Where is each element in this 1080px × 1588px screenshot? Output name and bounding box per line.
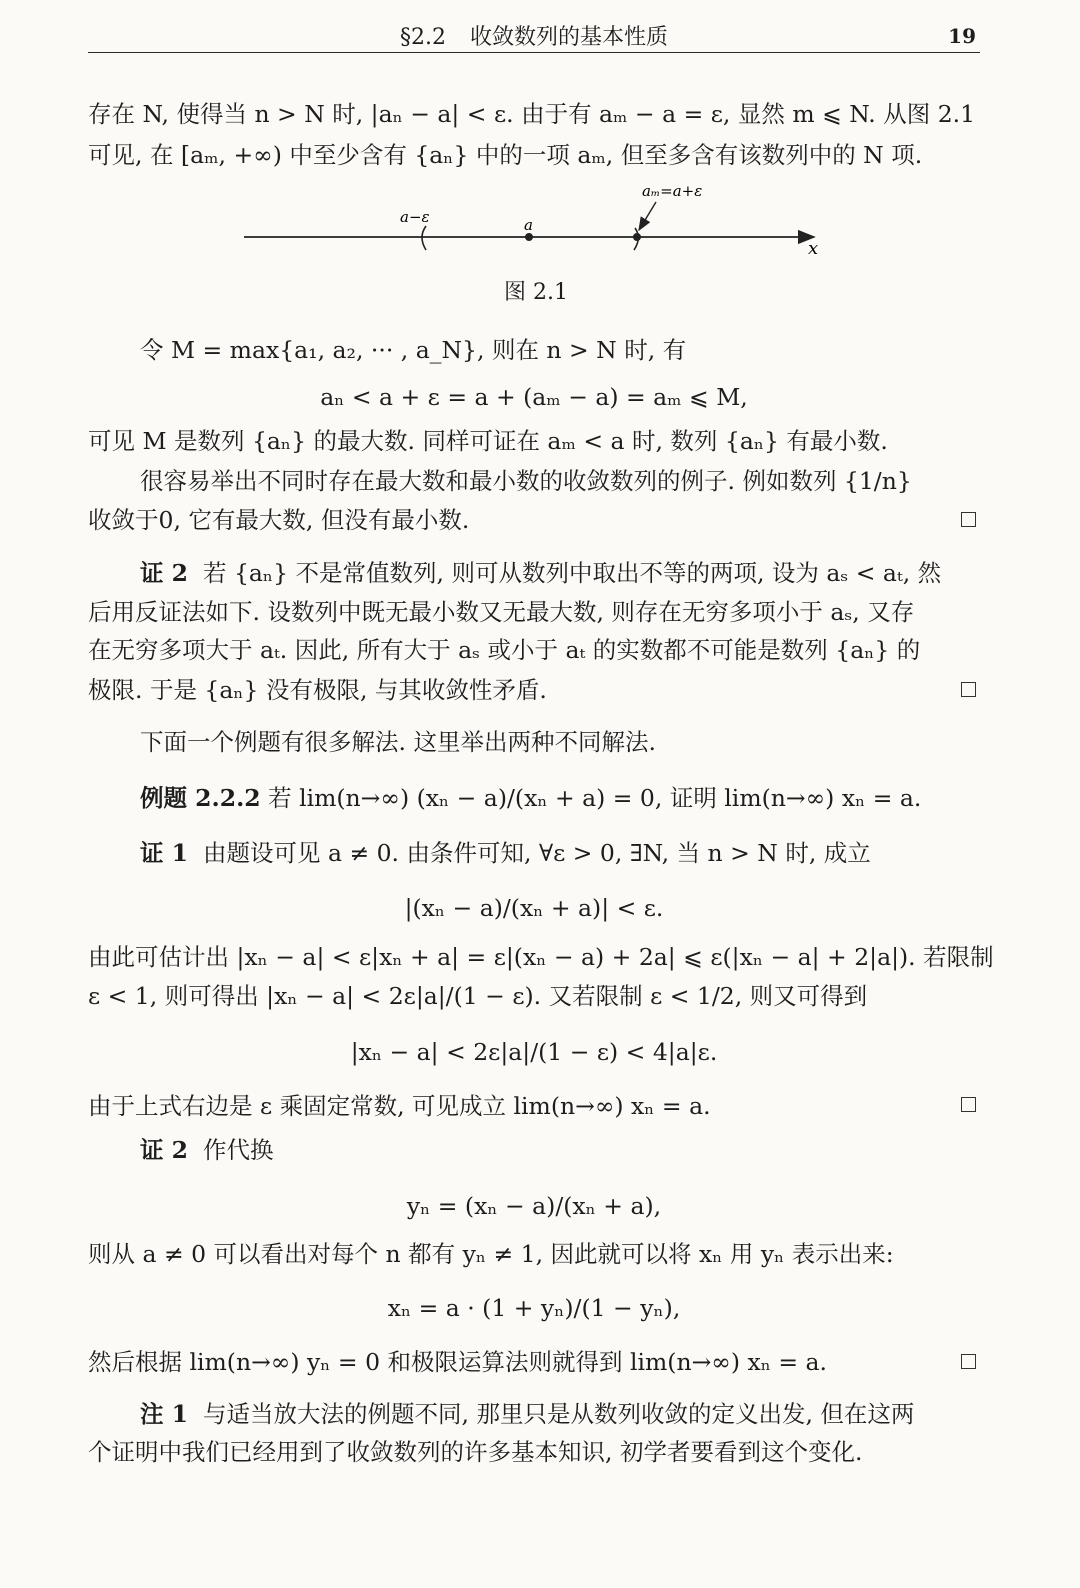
text-line: 个证明中我们已经用到了收敛数列的许多基本知识, 初学者要看到这个变化. bbox=[88, 1438, 863, 1466]
text-span: 由题设可见 a ≠ 0. 由条件可知, ∀ε > 0, ∃N, 当 n > N 时, 成立 bbox=[203, 839, 871, 867]
display-equation: yₙ = (xₙ − a)/(xₙ + a), bbox=[406, 1192, 662, 1220]
display-equation: |xₙ − a| < 2ε|a|/(1 − ε) < 4|a|ε. bbox=[350, 1038, 718, 1066]
text-line: 很容易举出不同时存在最大数和最小数的收敛数列的例子. 例如数列 {1/n} bbox=[140, 467, 912, 495]
text-line: ε < 1, 则可得出 |xₙ − a| < 2ε|a|/(1 − ε). 又若限制 ε < 1/2, 则又可得到 bbox=[88, 982, 868, 1010]
text-line: 收敛于0, 它有最大数, 但没有最小数. bbox=[88, 506, 470, 534]
text-line: 存在 N, 使得当 n > N 时, |aₙ − a| < ε. 由于有 aₘ − a = ε, 显然 m ⩽ N. 从图 2.1 bbox=[88, 100, 976, 128]
label-axis-x: x bbox=[808, 238, 819, 259]
example-label: 例题 2.2.2 bbox=[140, 784, 261, 812]
section-heading bbox=[400, 20, 668, 51]
text-line: 则从 a ≠ 0 可以看出对每个 n 都有 yₙ ≠ 1, 因此就可以将 xₙ 用 yₙ 表示出来: bbox=[88, 1240, 894, 1268]
text-line: 然后根据 lim(n→∞) yₙ = 0 和极限运算法则就得到 lim(n→∞) xₙ = a. bbox=[88, 1348, 828, 1376]
display-equation: aₙ < a + ε = a + (aₘ − a) = aₘ ⩽ M, bbox=[320, 383, 748, 411]
text-line: 下面一个例题有很多解法. 这里举出两种不同解法. bbox=[140, 728, 656, 756]
text-line: 在无穷多项大于 aₜ. 因此, 所有大于 aₛ 或小于 aₜ 的实数都不可能是数列 {aₙ} 的 bbox=[88, 636, 921, 664]
text-line bbox=[140, 837, 980, 869]
display-equation: |(xₙ − a)/(xₙ + a)| < ε. bbox=[404, 894, 664, 922]
proof-label: 证 2 bbox=[140, 1136, 189, 1164]
label-a-minus-eps: a−ε bbox=[400, 208, 430, 226]
display-equation: xₙ = a · (1 + yₙ)/(1 − yₙ), bbox=[387, 1294, 681, 1322]
text-line bbox=[140, 1134, 980, 1166]
text-line: 可见 M 是数列 {aₙ} 的最大数. 同样可证在 aₘ < a 时, 数列 {aₙ} 有最小数. bbox=[88, 427, 888, 455]
qed-box bbox=[961, 1354, 976, 1369]
number-line-figure bbox=[240, 178, 840, 268]
proof-label: 证 2 bbox=[140, 559, 189, 587]
running-header bbox=[88, 12, 980, 53]
text-span: 与适当放大法的例题不同, 那里只是从数列收敛的定义出发, 但在这两 bbox=[203, 1400, 915, 1428]
open-interval-bracket bbox=[422, 226, 426, 250]
text-line: 后用反证法如下. 设数列中既无最小数又无最大数, 则存在无穷多项小于 aₛ, 又存 bbox=[88, 598, 915, 626]
pointer-arrow bbox=[639, 202, 656, 230]
note-label: 注 1 bbox=[140, 1400, 189, 1428]
text-line: 可见, 在 [aₘ, +∞) 中至少含有 {aₙ} 中的一项 aₘ, 但至多含有该数列中的 N 项. bbox=[88, 141, 923, 169]
text-line: 令 M = max{a₁, a₂, ··· , a_N}, 则在 n > N 时, 有 bbox=[140, 336, 687, 364]
label-a: a bbox=[524, 216, 533, 234]
text-span: 若 {aₙ} 不是常值数列, 则可从数列中取出不等的两项, 设为 aₛ < aₜ, 然 bbox=[203, 559, 942, 587]
text-span: 作代换 bbox=[203, 1136, 274, 1164]
proof-label: 证 1 bbox=[140, 839, 189, 867]
point-am bbox=[633, 233, 641, 241]
label-am: aₘ=a+ε bbox=[642, 182, 703, 200]
section-number: §2.2 bbox=[400, 25, 446, 50]
section-title: 收敛数列的基本性质 bbox=[470, 25, 669, 50]
qed-box bbox=[961, 512, 976, 527]
point-a bbox=[525, 233, 533, 241]
text-line: 由于上式右边是 ε 乘固定常数, 可见成立 lim(n→∞) xₙ = a. bbox=[88, 1092, 711, 1120]
figure-caption: 图 2.1 bbox=[504, 280, 568, 305]
text-span: 若 lim(n→∞) (xₙ − a)/(xₙ + a) = 0, 证明 lim(n→∞) xₙ = a. bbox=[268, 784, 922, 812]
qed-box bbox=[961, 1097, 976, 1112]
text-line: 极限. 于是 {aₙ} 没有极限, 与其收敛性矛盾. bbox=[88, 676, 547, 704]
qed-box bbox=[961, 682, 976, 697]
text-line: 由此可估计出 |xₙ − a| < ε|xₙ + a| = ε|(xₙ − a) + 2a| ⩽ ε(|xₙ − a| + 2|a|). 若限制 bbox=[88, 943, 994, 971]
text-line bbox=[140, 557, 980, 589]
page-number: 19 bbox=[948, 24, 976, 48]
text-line bbox=[140, 782, 980, 814]
text-line bbox=[140, 1398, 980, 1430]
